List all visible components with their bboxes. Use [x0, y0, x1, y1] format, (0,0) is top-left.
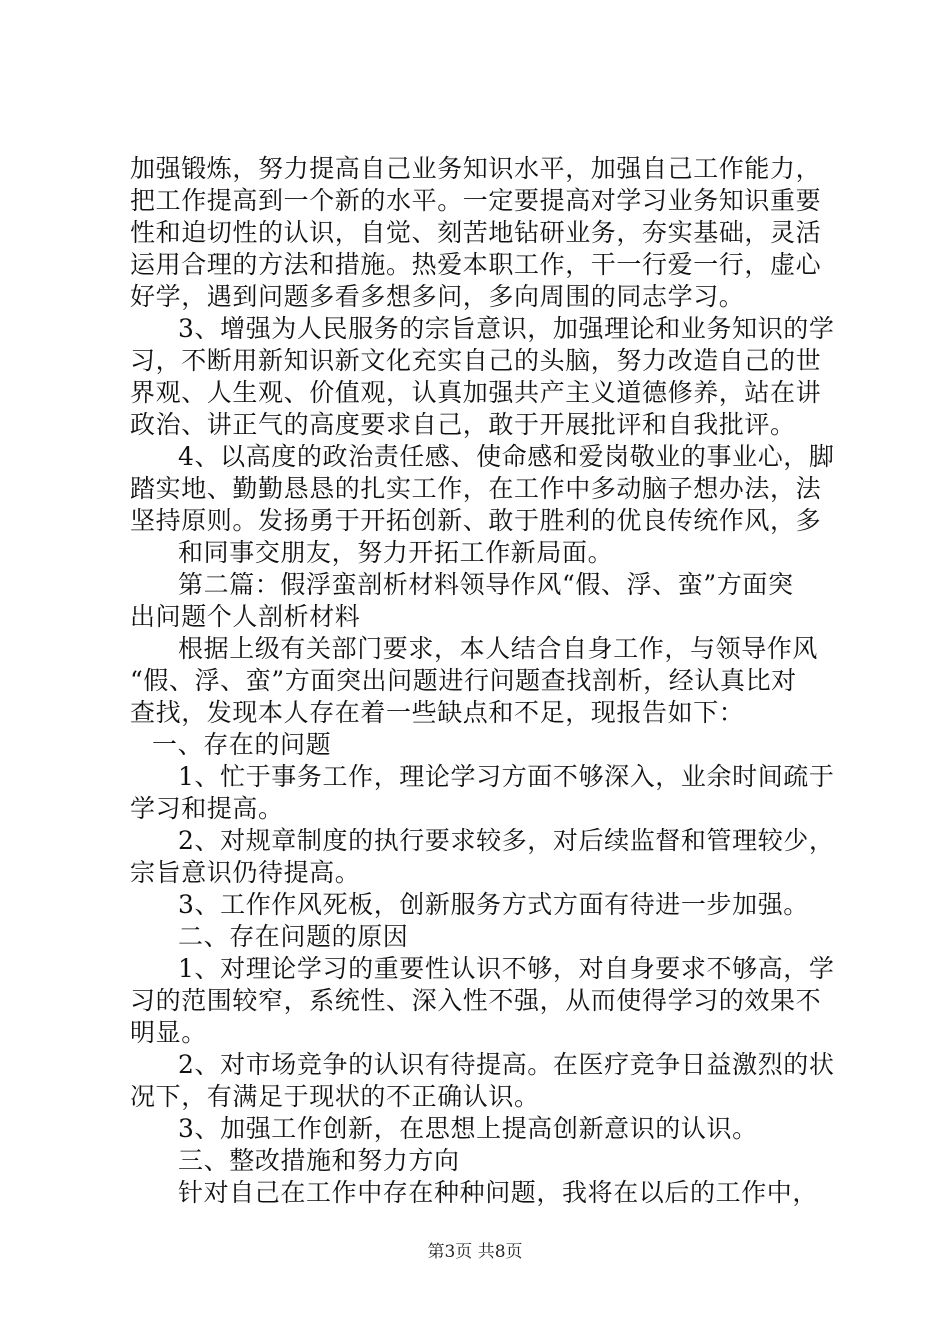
text-line: 况下，有满足于现状的不正确认识。: [130, 1082, 540, 1111]
text-line: 和同事交朋友，努力开拓工作新局面。: [178, 538, 614, 567]
text-line: 查找，发现本人存在着一些缺点和不足，现报告如下：: [130, 698, 745, 727]
text-line: 3、加强工作创新，在思想上提高创新意识的认识。: [178, 1114, 758, 1143]
text-line: 界观、人生观、价值观，认真加强共产主义道德修养，站在讲: [130, 378, 822, 407]
text-line: 政治、讲正气的高度要求自己，敢于开展批评和自我批评。: [130, 410, 796, 439]
text-line: 坚持原则。发扬勇于开拓创新、敢于胜利的优良传统作风，多: [130, 506, 822, 535]
text-line: 习的范围较窄，系统性、深入性不强，从而使得学习的效果不: [130, 986, 822, 1015]
text-line: 1、对理论学习的重要性认识不够，对自身要求不够高，学: [178, 954, 835, 983]
text-line: 学习和提高。: [130, 794, 284, 823]
text-line: 根据上级有关部门要求，本人结合自身工作，与领导作风: [178, 634, 819, 663]
text-line: 4、以高度的政治责任感、使命感和爱岗敬业的事业心，脚: [178, 442, 835, 471]
subheading: 一、存在的问题: [152, 730, 332, 759]
text-line: 性和迫切性的认识，自觉、刻苦地钻研业务，夯实基础，灵活: [130, 218, 822, 247]
subheading: 三、整改措施和努力方向: [178, 1146, 460, 1175]
text-line: 加强锻炼，努力提高自己业务知识水平，加强自己工作能力，: [130, 154, 822, 183]
text-line: 踏实地、勤勤恳恳的扎实工作，在工作中多动脑子想办法，法: [130, 474, 822, 503]
text-line: 2、对市场竞争的认识有待提高。在医疗竞争日益激烈的状: [178, 1050, 835, 1079]
text-line: 针对自己在工作中存在种种问题，我将在以后的工作中，: [178, 1178, 819, 1207]
text-line: 运用合理的方法和措施。热爱本职工作，干一行爱一行，虚心: [130, 250, 822, 279]
text-line: 3、增强为人民服务的宗旨意识，加强理论和业务知识的学: [178, 314, 835, 343]
text-line: 明显。: [130, 1018, 207, 1047]
text-line: 好学，遇到问题多看多想多问，多向周围的同志学习。: [130, 282, 745, 311]
subheading: 二、存在问题的原因: [178, 922, 409, 951]
page-number-footer: 第3页 共8页: [427, 1242, 523, 1262]
text-line: 宗旨意识仍待提高。: [130, 858, 361, 887]
text-line: 3、工作作风死板，创新服务方式方面有待进一步加强。: [178, 890, 809, 919]
section-heading: 出问题个人剖析材料: [130, 602, 361, 631]
text-line: 1、忙于事务工作，理论学习方面不够深入，业余时间疏于: [178, 762, 835, 791]
text-line: “假、浮、蛮”方面突出问题进行问题查找剖析，经认真比对: [130, 666, 797, 695]
section-heading: 第二篇：假浮蛮剖析材料领导作风“假、浮、蛮”方面突: [178, 570, 794, 599]
text-line: 把工作提高到一个新的水平。一定要提高对学习业务知识重要: [130, 186, 822, 215]
text-line: 习，不断用新知识新文化充实自己的头脑，努力改造自己的世: [130, 346, 822, 375]
text-line: 2、对规章制度的执行要求较多，对后续监督和管理较少，: [178, 826, 835, 855]
